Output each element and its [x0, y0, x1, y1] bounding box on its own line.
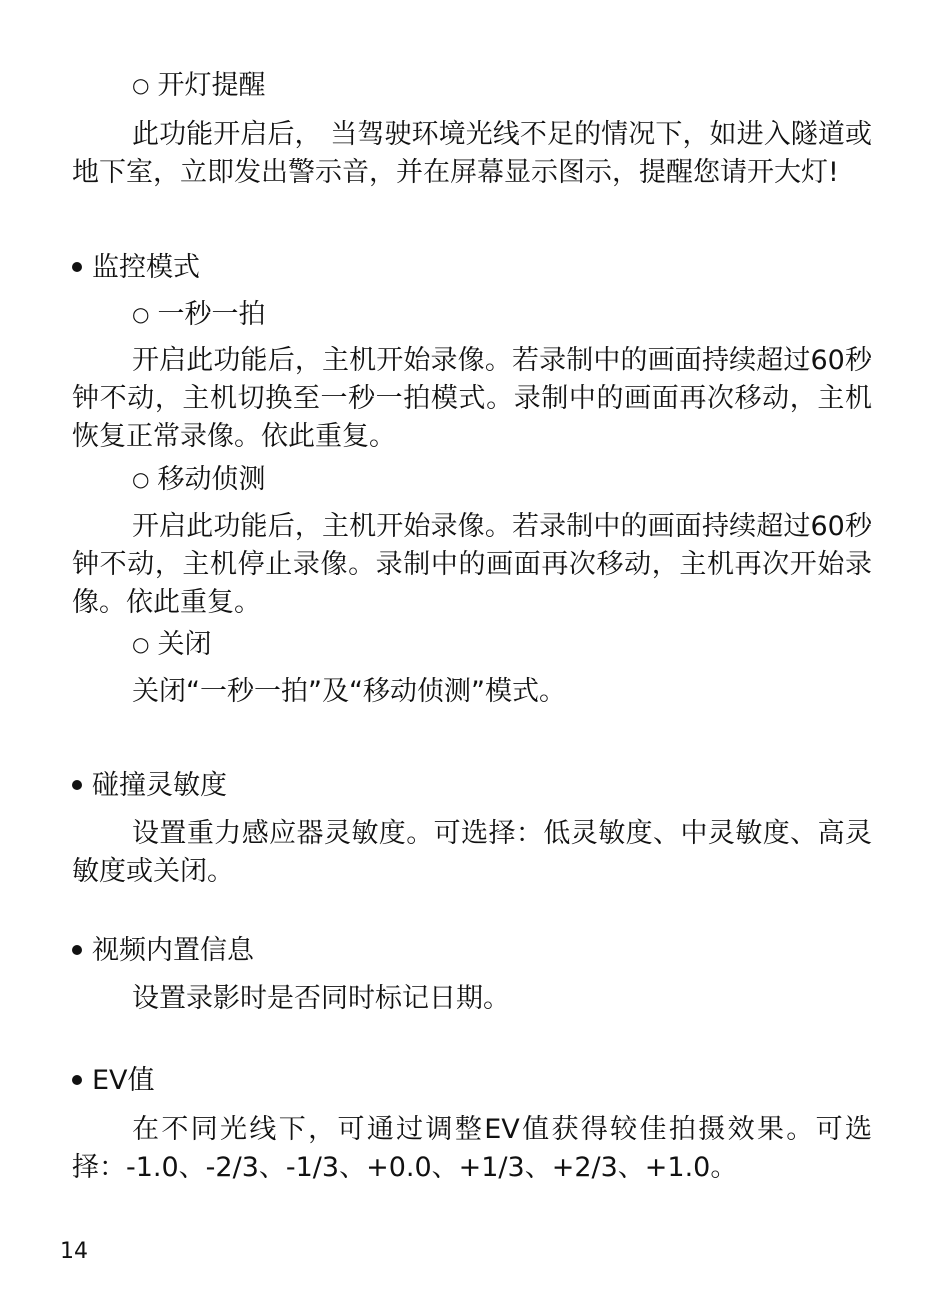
heading-video-stamp: 视频内置信息	[72, 933, 254, 969]
circle-bullet-icon: ○	[132, 73, 150, 97]
heading-collision: 碰撞灵敏度	[72, 768, 227, 804]
circle-bullet-icon: ○	[132, 632, 150, 656]
paragraph-motion-detect: 开启此功能后，主机开始录像。若录制中的画面持续超过60秒钟不动，主机停止录像。录制中的画面再次移动，主机再次开始录像。依此重复。	[72, 511, 872, 618]
subheading-motion-detect: ○ 移动侦测	[132, 464, 266, 495]
heading-ev: EV值	[72, 1063, 155, 1099]
paragraph-light-reminder: 此功能开启后， 当驾驶环境光线不足的情况下，如进入隧道或地下室，立即发出警示音，并在屏幕显示图示，提醒您请开大灯!	[72, 119, 872, 188]
subheading-light-reminder: ○ 开灯提醒	[132, 70, 266, 101]
paragraph-off: 关闭“一秒一拍”及“移动侦测”模式。	[132, 676, 566, 707]
heading-monitor-mode: 监控模式	[72, 250, 200, 286]
circle-bullet-icon: ○	[132, 467, 150, 491]
circle-bullet-icon: ○	[132, 302, 150, 326]
dot-bullet-icon	[72, 1075, 82, 1085]
dot-bullet-icon	[72, 945, 82, 955]
dot-bullet-icon	[72, 262, 82, 272]
paragraph-video-stamp: 设置录影时是否同时标记日期。	[132, 983, 510, 1014]
dot-bullet-icon	[72, 780, 82, 790]
subheading-off: ○ 关闭	[132, 629, 212, 660]
paragraph-ev: 在不同光线下，可通过调整EV值获得较佳拍摄效果。可选择：-1.0、-2/3、-1/3、+0.0、+1/3、+2/3、+1.0。	[72, 1114, 872, 1183]
subheading-one-second: ○ 一秒一拍	[132, 299, 266, 330]
paragraph-collision: 设置重力感应器灵敏度。可选择：低灵敏度、中灵敏度、高灵敏度或关闭。	[72, 818, 872, 887]
paragraph-one-second: 开启此功能后，主机开始录像。若录制中的画面持续超过60秒钟不动，主机切换至一秒一拍模式。录制中的画面再次移动，主机恢复正常录像。依此重复。	[72, 345, 872, 452]
page-number: 14	[60, 1239, 88, 1264]
